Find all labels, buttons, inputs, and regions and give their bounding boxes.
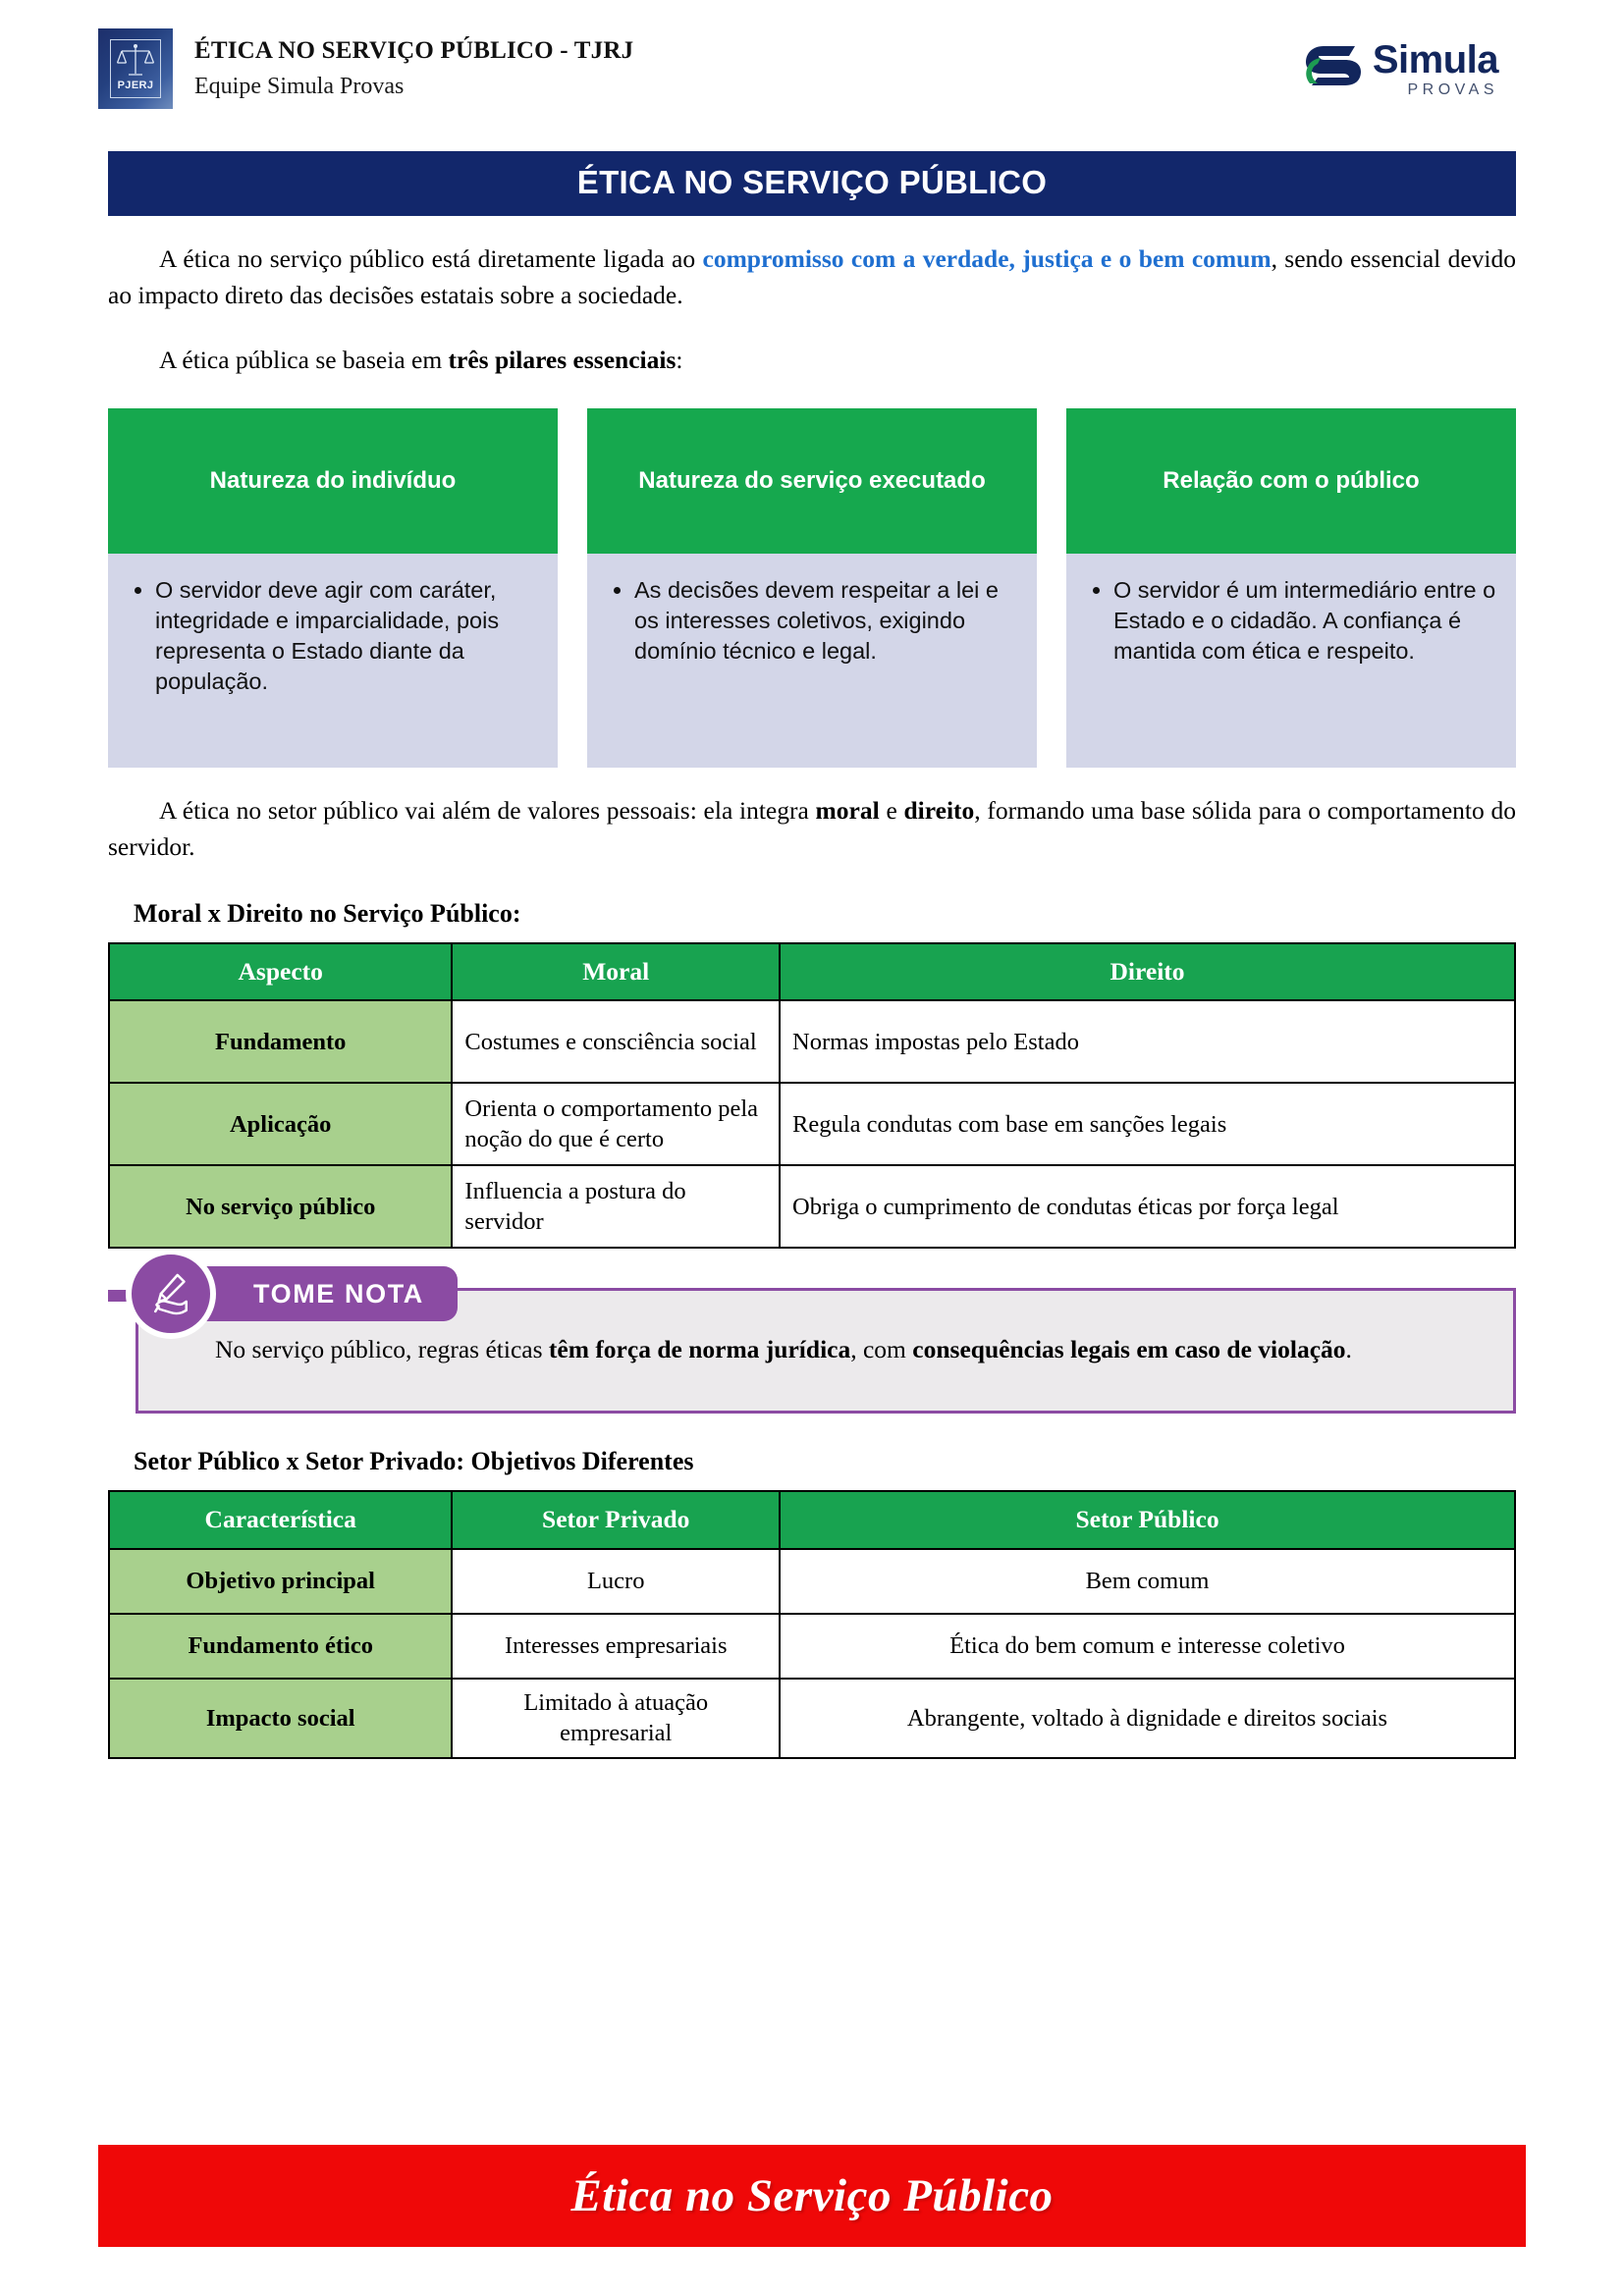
footer-banner: [98, 2145, 1526, 2247]
note-bold-1: têm força de norma jurídica: [548, 1335, 851, 1364]
note-text-1: No serviço público, regras éticas: [215, 1335, 549, 1364]
writing-hand-icon: [126, 1249, 216, 1339]
pillar-card-3-title: Relação com o público: [1066, 408, 1516, 554]
document-header: [0, 0, 1624, 137]
table2-row3-privado: Limitado à atuação empresarial: [452, 1679, 780, 1758]
pillar-card-3: [1066, 408, 1516, 768]
table-row: [109, 1165, 1515, 1248]
note-text-2: , com: [850, 1335, 913, 1364]
simula-wordmark: [1372, 37, 1498, 98]
table1-row1-moral: Costumes e consciência social: [452, 1000, 780, 1083]
pillar-card-2-body: [587, 554, 1037, 768]
intro-text-2: , sendo essencial devido ao impacto direto das decisões estatais sobre a sociedade.: [108, 244, 1516, 309]
table-row: [109, 1679, 1515, 1758]
table2-row1-publico: Bem comum: [780, 1549, 1515, 1614]
footer-title: Ética no Serviço Público: [570, 2170, 1054, 2221]
pillar-card-1-title: Natureza do indivíduo: [108, 408, 558, 554]
table2-header-setor-privado: Setor Privado: [452, 1491, 780, 1549]
table2-row2-publico: Ética do bem comum e interesse coletivo: [780, 1614, 1515, 1679]
note-text-3: .: [1345, 1335, 1352, 1364]
table1-row3-label: No serviço público: [109, 1165, 452, 1248]
page-subtitle: Equipe Simula Provas: [194, 74, 405, 100]
list-item: • As decisões devem respeitar a lei e os interesses coletivos, exigindo domínio técnico e legal.: [634, 575, 1019, 667]
table2-header-setor-publico: Setor Público: [780, 1491, 1515, 1549]
pillars-lead-text-1: A ética pública se baseia em: [159, 346, 449, 375]
intro-paragraph: [108, 241, 1516, 313]
writing-hand-glyph: [144, 1267, 197, 1320]
table-row: [109, 1549, 1515, 1614]
middle-bold-moral: moral: [815, 796, 880, 826]
table1-row1-label: Fundamento: [109, 1000, 452, 1083]
middle-paragraph: [108, 793, 1516, 865]
pillar-card-1-list: [130, 575, 540, 697]
pillars-lead-paragraph: [108, 343, 1516, 379]
intro-text-1: A ética no serviço público está diretamente ligada ao: [159, 244, 703, 273]
middle-text-2: e: [879, 796, 904, 826]
pillar-card-2: [587, 408, 1037, 768]
list-item: • O servidor deve agir com caráter, integridade e imparcialidade, pois representa o Estado diante da população.: [155, 575, 540, 697]
table-header-row: [109, 943, 1515, 1001]
header-brand-left: [98, 28, 633, 109]
intro-highlight: compromisso com a verdade, justiça e o bem comum: [702, 244, 1272, 273]
table2-row2-privado: Interesses empresariais: [452, 1614, 780, 1679]
pillar-card-1: [108, 408, 558, 768]
table1-row2-moral: Orienta o comportamento pela noção do que é certo: [452, 1083, 780, 1165]
middle-bold-direito: direito: [903, 796, 975, 826]
table2-label: Setor Público x Setor Privado: Objetivos Diferentes: [134, 1447, 694, 1476]
simula-brand-tagline: PROVAS: [1407, 80, 1498, 98]
table2-row3-publico: Abrangente, voltado à dignidade e direitos sociais: [780, 1679, 1515, 1758]
moral-direito-table: [108, 942, 1516, 1250]
table-row: [109, 1614, 1515, 1679]
pillar-card-2-title: Natureza do serviço executado: [587, 408, 1037, 554]
pillar-card-1-body: [108, 554, 558, 768]
pjerj-logo-text: PJERJ: [117, 80, 154, 91]
table1-row3-direito: Obriga o cumprimento de condutas éticas por força legal: [780, 1165, 1515, 1248]
middle-text-1: A ética no setor público vai além de valores pessoais: ela integra: [159, 796, 816, 826]
page-title: ÉTICA NO SERVIÇO PÚBLICO - TJRJ: [194, 36, 634, 64]
table1-header-moral: Moral: [452, 943, 780, 1001]
pillars-lead-bold: três pilares essenciais: [448, 346, 677, 375]
table-row: [109, 1083, 1515, 1165]
pjerj-logo-icon: [98, 28, 173, 109]
pillar-card-3-list: [1088, 575, 1498, 667]
table-row: [109, 1000, 1515, 1083]
table2-header-caracteristica: Característica: [109, 1491, 452, 1549]
list-item: • O servidor é um intermediário entre o Estado e o cidadão. A confiança é mantida com ética e respeito.: [1113, 575, 1498, 667]
table2-row1-privado: Lucro: [452, 1549, 780, 1614]
table2-row1-label: Objetivo principal: [109, 1549, 452, 1614]
table1-header-direito: Direito: [780, 943, 1515, 1001]
document-content: [0, 151, 1624, 1759]
table1-row1-direito: Normas impostas pelo Estado: [780, 1000, 1515, 1083]
pillar-card-3-body: [1066, 554, 1516, 768]
pjerj-logo-frame: [110, 39, 161, 98]
simula-s-mark-icon: [1304, 38, 1363, 99]
header-title-block: [194, 35, 633, 102]
table1-header-aspecto: Aspecto: [109, 943, 452, 1001]
table1-row2-direito: Regula condutas com base em sanções legais: [780, 1083, 1515, 1165]
table-header-row: [109, 1491, 1515, 1549]
table1-row2-label: Aplicação: [109, 1083, 452, 1165]
table2-row2-label: Fundamento ético: [109, 1614, 452, 1679]
section-banner-title: ÉTICA NO SERVIÇO PÚBLICO: [108, 151, 1516, 216]
pillar-card-2-list: [609, 575, 1019, 667]
simula-provas-logo: [1304, 38, 1526, 99]
pillars-lead-text-2: :: [676, 346, 683, 375]
tome-nota-tag: [192, 1266, 458, 1321]
table1-row3-moral: Influencia a postura do servidor: [452, 1165, 780, 1248]
pillars-card-group: [108, 408, 1516, 768]
setor-publico-privado-table: [108, 1490, 1516, 1758]
tome-nota-callout: [108, 1278, 1516, 1414]
tome-nota-text: [164, 1332, 1488, 1368]
scales-of-justice-icon: [116, 42, 155, 80]
table2-row3-label: Impacto social: [109, 1679, 452, 1758]
middle-text-3: , formando uma base sólida para o comportamento do servidor.: [108, 796, 1516, 861]
table1-label: Moral x Direito no Serviço Público:: [134, 898, 521, 928]
note-bold-2: consequências legais em caso de violação: [912, 1335, 1346, 1364]
simula-brand-name: Simula: [1372, 37, 1498, 81]
tome-nota-tag-label: TOME NOTA: [253, 1278, 424, 1308]
